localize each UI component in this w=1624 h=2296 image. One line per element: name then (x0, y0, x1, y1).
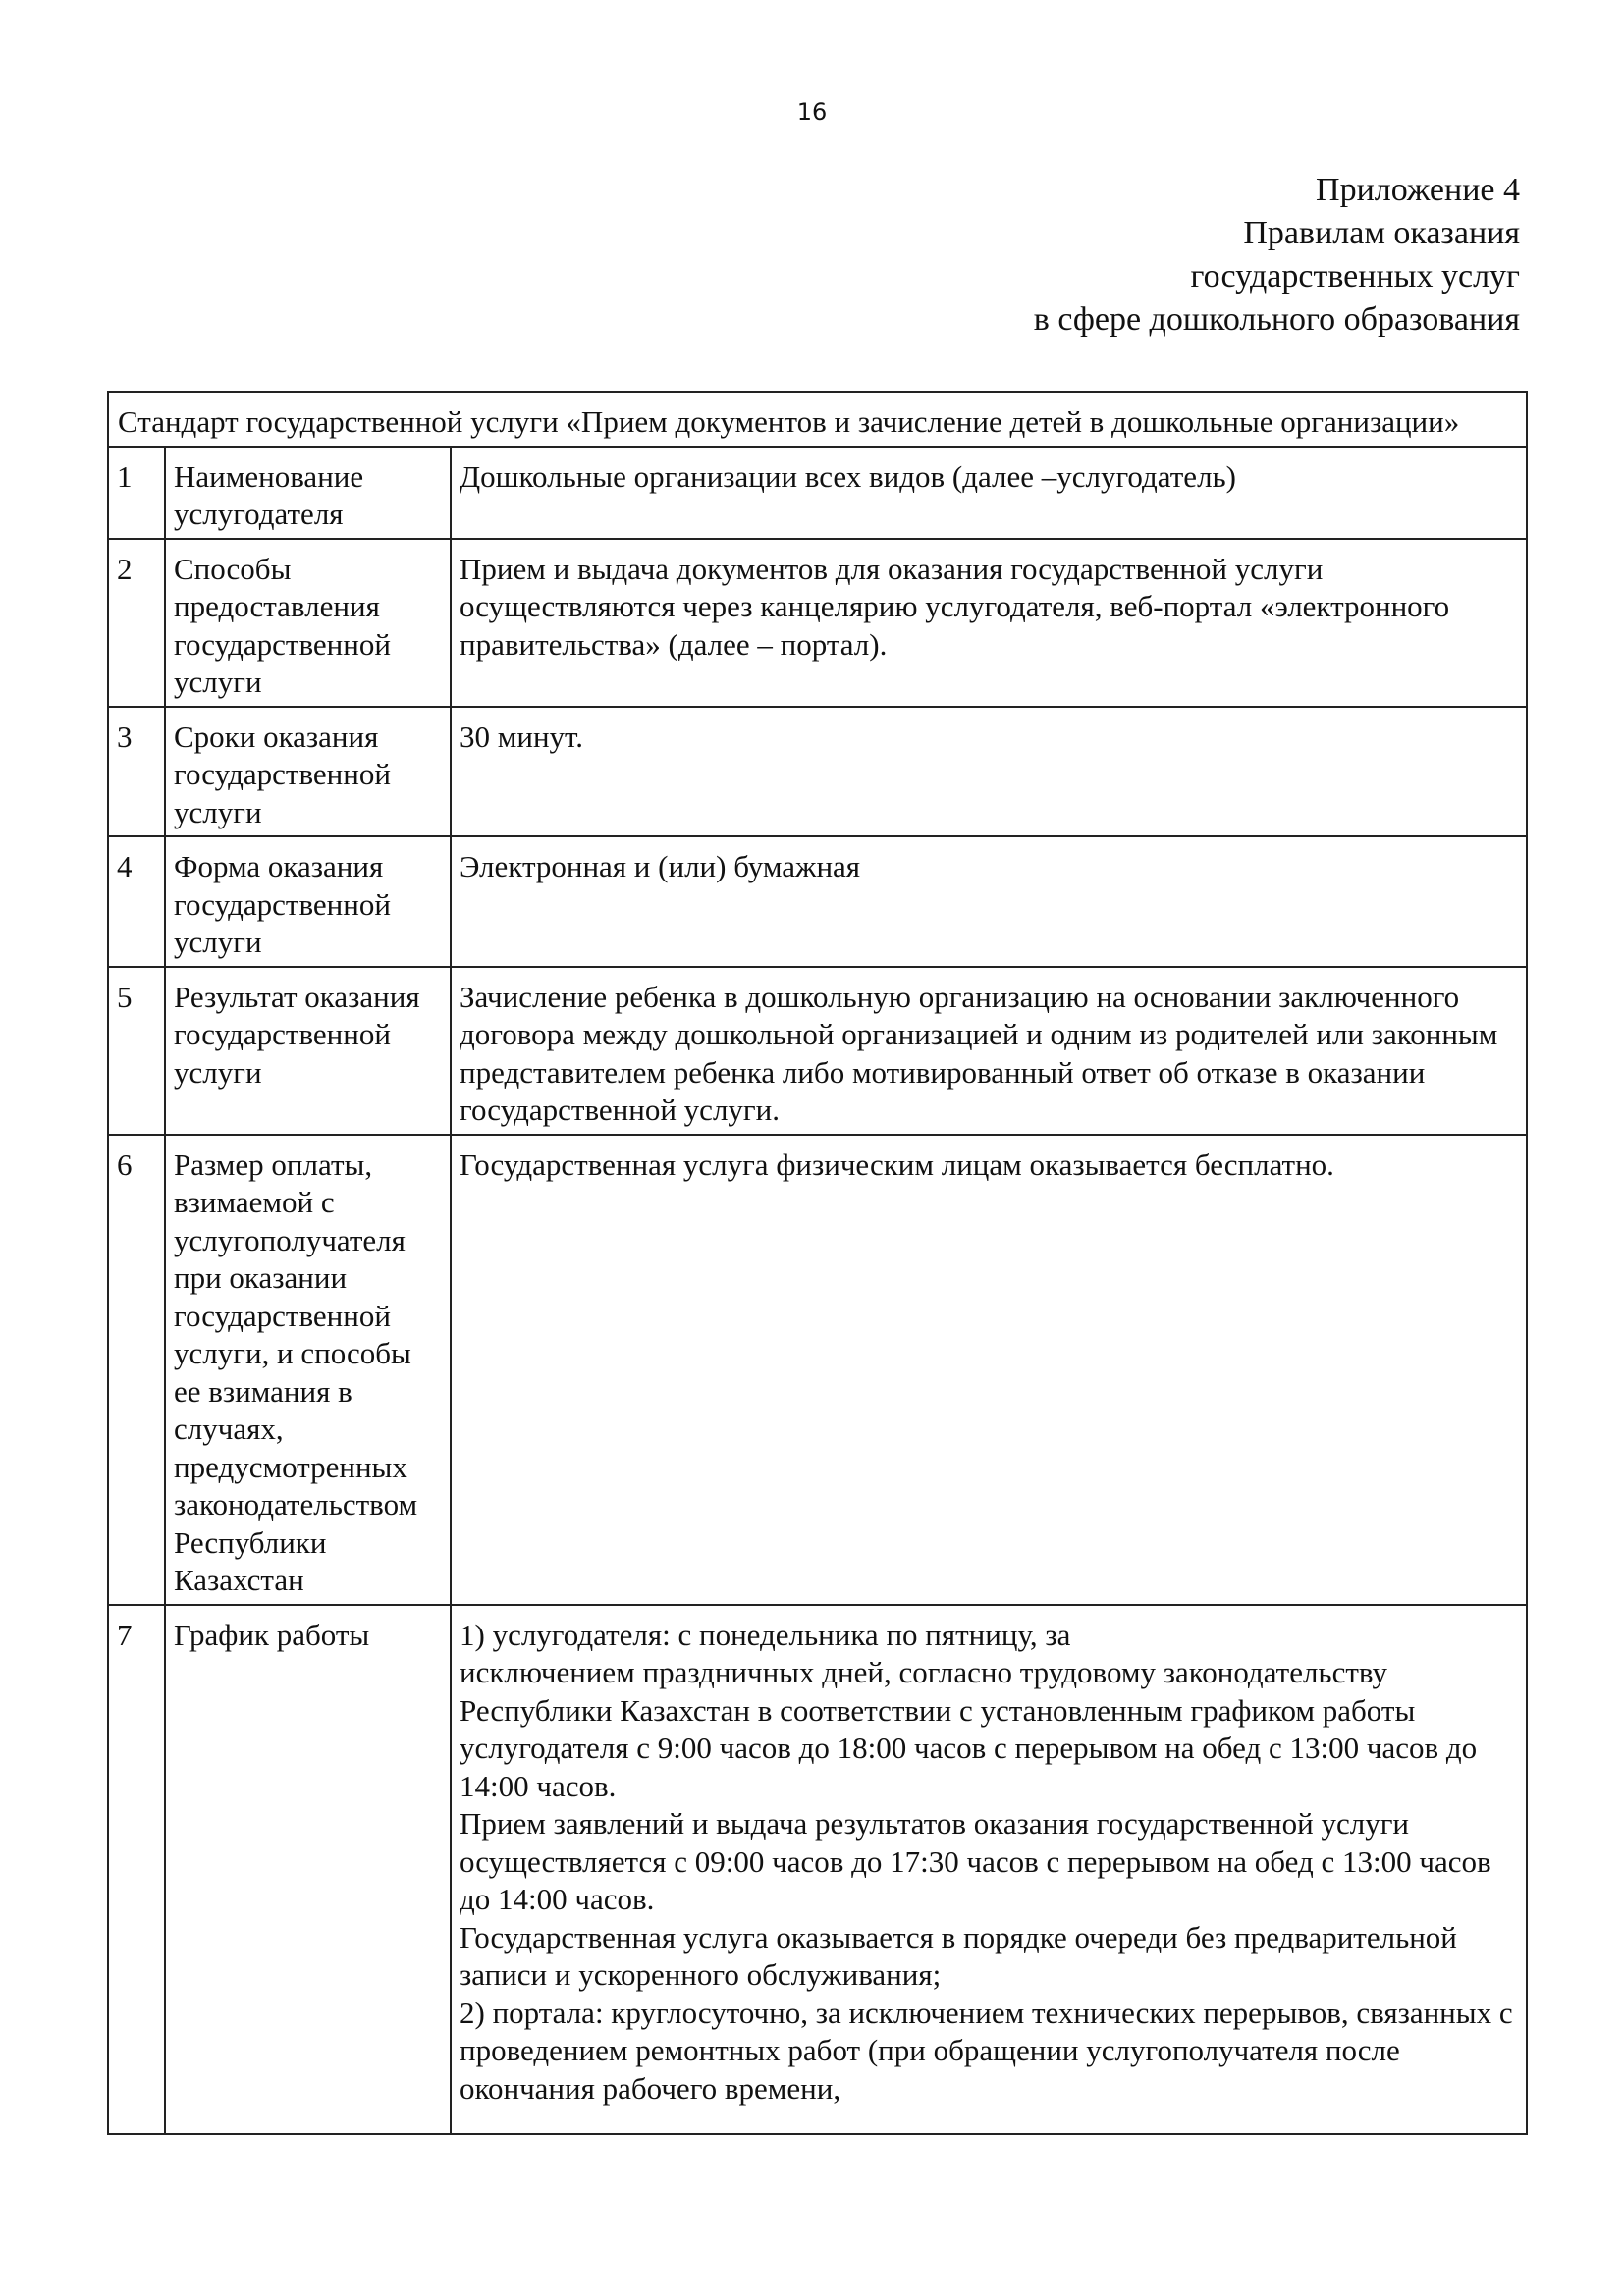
row-value-line: Государственная услуга оказывается в порядке очереди без предварительной записи и ускоренного обслуживания; (460, 1919, 1457, 1992)
row-value (451, 836, 1527, 967)
table-row (108, 1135, 1527, 1605)
row-name: Способы предоставления государственной услуги (165, 539, 451, 707)
row-number: 3 (108, 707, 165, 837)
row-number: 5 (108, 967, 165, 1135)
appendix-line: государственных услуг (1190, 258, 1520, 294)
row-value-line: 2) портала: круглосуточно, за исключением технических перерывов, связанных с проведением ремонтных работ (при обращении услугополучателя после окончания рабочего времени, (460, 1995, 1513, 2106)
appendix-line: в сфере дошкольного образования (1033, 301, 1520, 338)
row-value-line: исключением праздничных дней, согласно трудовому законодательству Республики Казахстан в соответствии с установленным графиком работы услугодателя с 9:00 часов до 18:00 часов с перерывом на обед с 13:00 часов до 14:00 часов. (460, 1655, 1478, 1803)
row-number: 7 (108, 1605, 165, 2134)
row-value (451, 707, 1527, 837)
row-value-line: Государственная услуга физическим лицам оказывается бесплатно. (460, 1147, 1334, 1182)
service-standard-table (107, 391, 1528, 2135)
row-value-line: Электронная и (или) бумажная (460, 849, 861, 883)
row-number: 6 (108, 1135, 165, 1605)
row-value (451, 539, 1527, 707)
row-value-line: Прием заявлений и выдача результатов оказания государственной услуги осуществляется с 09:00 часов до 17:30 часов с перерывом на обед с 13:00 часов до 14:00 часов. (460, 1806, 1491, 1916)
row-number: 4 (108, 836, 165, 967)
table-row (108, 447, 1527, 539)
appendix-line: Приложение 4 (1316, 172, 1520, 208)
appendix-header (1034, 169, 1520, 342)
table-row (108, 1605, 1527, 2134)
row-name: Форма оказания государственной услуги (165, 836, 451, 967)
row-value-line: 1) услугодателя: с понедельника по пятницу, за (460, 1617, 1071, 1652)
row-number: 2 (108, 539, 165, 707)
row-value (451, 447, 1527, 539)
table-row (108, 539, 1527, 707)
appendix-line: Правилам оказания (1243, 215, 1520, 251)
row-value-line: Дошкольные организации всех видов (далее –услугодатель) (460, 458, 1236, 494)
table-row (108, 836, 1527, 967)
row-value-line: 30 минут. (460, 719, 584, 754)
row-value (451, 967, 1527, 1135)
row-name: Размер оплаты, взимаемой с услугополучателя при оказании государственной услуги, и способы ее взимания в случаях, предусмотренных законодательством Республики Казахстан (165, 1135, 451, 1605)
table-row (108, 967, 1527, 1135)
table-row (108, 707, 1527, 837)
table-title: Стандарт государственной услуги «Прием документов и зачисление детей в дошкольные организации» (108, 392, 1527, 447)
page-number: 16 (796, 98, 828, 126)
row-number: 1 (108, 447, 165, 539)
row-value (451, 1605, 1527, 2134)
row-name: График работы (165, 1605, 451, 2134)
table-title-row (108, 392, 1527, 447)
row-value-line: Прием и выдача документов для оказания государственной услуги осуществляются через канцелярию услугодателя, веб-портал «электронного правительства» (далее – портал). (460, 551, 1450, 662)
row-name: Результат оказания государственной услуги (165, 967, 451, 1135)
row-value (451, 1135, 1527, 1605)
row-name: Сроки оказания государственной услуги (165, 707, 451, 837)
row-value-line: Зачисление ребенка в дошкольную организацию на основании заключенного договора между дошкольной организацией и одним из родителей или законным представителем ребенка либо мотивированный ответ об отказе в оказании государственной услуги. (460, 979, 1498, 1127)
row-name: Наименование услугодателя (165, 447, 451, 539)
